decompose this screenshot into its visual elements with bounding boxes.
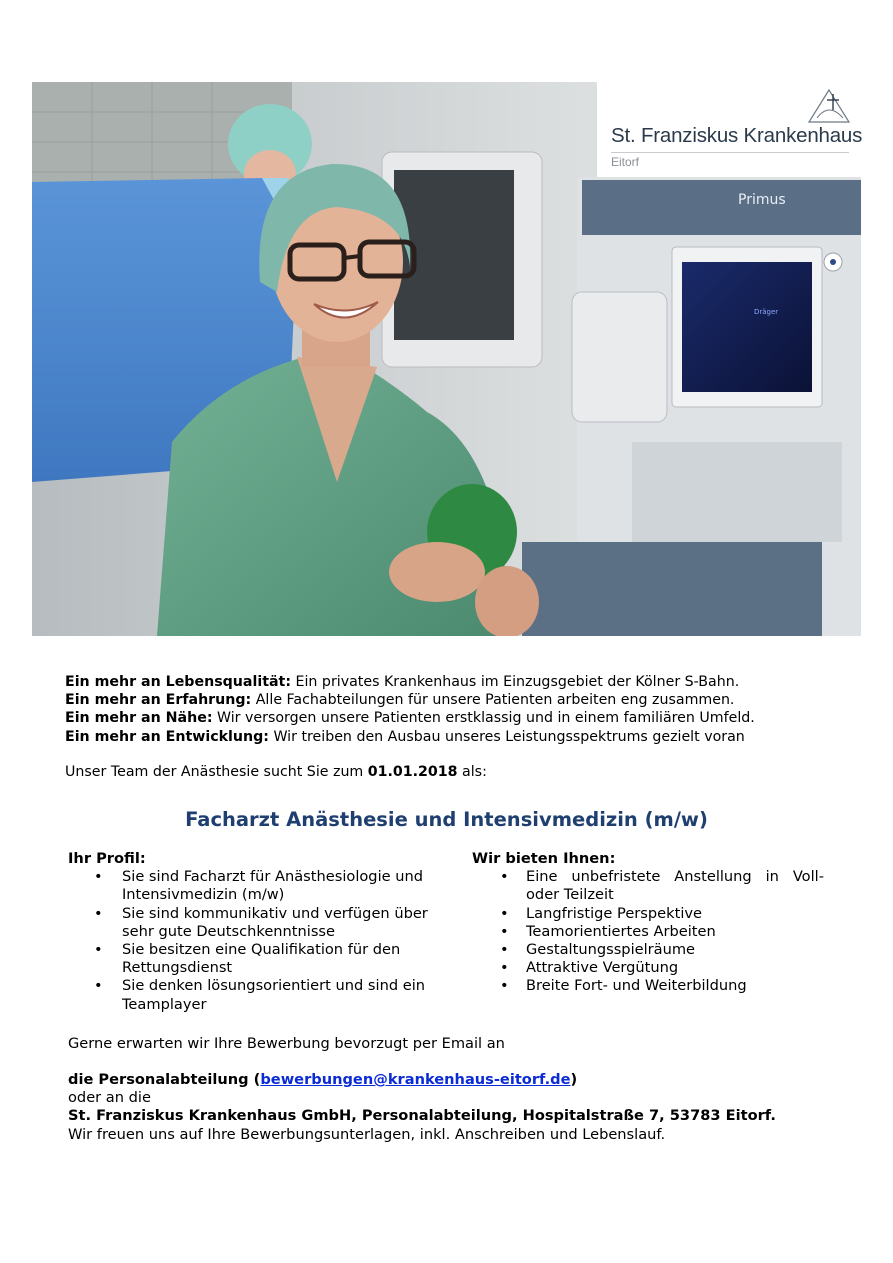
list-item-text: Breite Fort- und Weiterbildung: [526, 977, 747, 995]
intro-text: Wir treiben den Ausbau unseres Leistungsspektrums gezielt voran: [268, 728, 745, 745]
list-item: [472, 941, 824, 959]
list-item: [68, 905, 428, 941]
bullet-icon: •: [500, 868, 509, 886]
profile-list: [68, 868, 428, 1014]
logo-place: Eitorf: [611, 155, 640, 169]
bullet-icon: •: [94, 868, 103, 886]
list-item: [68, 977, 428, 1013]
intro-line: [65, 709, 755, 727]
job-title: Facharzt Anästhesie und Intensivmedizin (m/w): [185, 808, 708, 831]
list-item: [472, 905, 824, 923]
list-item-text: Sie sind Facharzt für Anästhesiologie und Intensivmedizin (m/w): [122, 868, 424, 904]
list-item-text: Eine unbefristete Anstellung in Voll- oder Teilzeit: [526, 868, 824, 904]
profile-heading: Ihr Profil:: [68, 850, 146, 867]
list-item-text: Sie besitzen eine Qualifikation für den Rettungsdienst: [122, 941, 401, 977]
list-item-text: Gestaltungsspielräume: [526, 941, 696, 959]
contact-block: [68, 1071, 776, 1144]
intro-block: [65, 673, 755, 746]
intro-label: Ein mehr an Nähe:: [65, 710, 213, 727]
list-item-text: Sie denken lösungsorientiert und sind ein Teamplayer: [122, 977, 425, 1013]
list-item-text: Sie sind kommunikativ und verfügen über sehr gute Deutschkenntnisse: [122, 904, 428, 940]
offer-list: [472, 868, 824, 995]
team-line: [65, 764, 487, 780]
list-item-text: Langfristige Perspektive: [526, 904, 702, 922]
list-item: [472, 923, 824, 941]
offer-section: [472, 850, 824, 996]
intro-label: Ein mehr an Lebensqualität:: [65, 674, 292, 690]
bullet-icon: •: [500, 904, 509, 922]
bullet-icon: •: [500, 959, 509, 977]
intro-text: Wir versorgen unsere Patienten erstklassig und in einem familiären Umfeld.: [212, 710, 755, 727]
intro-text: Alle Fachabteilungen für unsere Patienten arbeiten eng zusammen.: [251, 692, 735, 709]
team-suffix: als:: [457, 764, 487, 780]
hero-screen-brand: Dräger: [754, 308, 779, 316]
contact-line: [68, 1071, 776, 1089]
team-prefix: Unser Team der Anästhesie sucht Sie zum: [65, 764, 368, 780]
postal-address: [68, 1107, 776, 1125]
address-text: St. Franziskus Krankenhaus GmbH, Personalabteilung, Hospitalstraße 7, 53783 Eitorf.: [68, 1107, 776, 1125]
intro-label: Ein mehr an Entwicklung:: [65, 728, 269, 745]
list-item-text: Teamorientiertes Arbeiten: [526, 922, 716, 940]
intro-line: [65, 728, 755, 746]
hero-machine-brand: Primus: [738, 192, 786, 208]
cross-emblem-icon: [807, 88, 851, 126]
or-line: oder an die: [68, 1089, 151, 1107]
bullet-icon: •: [500, 977, 509, 995]
department-label: die Personalabteilung: [68, 1071, 249, 1088]
list-item-text: Attraktive Vergütung: [526, 959, 679, 977]
start-date: 01.01.2018: [367, 764, 458, 780]
intro-label: Ein mehr an Erfahrung:: [65, 692, 252, 709]
logo-divider: [611, 152, 849, 153]
logo-name: St. Franziskus Krankenhaus: [611, 124, 863, 147]
hospital-logo: [597, 82, 861, 177]
paren-close: ): [570, 1071, 578, 1088]
offer-heading: Wir bieten Ihnen:: [472, 850, 616, 867]
email-link[interactable]: bewerbungen@krankenhaus-eitorf.de: [260, 1071, 571, 1088]
intro-line: [65, 691, 755, 709]
bullet-icon: •: [94, 977, 103, 995]
thanks-line: Wir freuen uns auf Ihre Bewerbungsunterlagen, inkl. Anschreiben und Lebenslauf.: [68, 1125, 666, 1143]
profile-section: [68, 850, 428, 1014]
list-item: [68, 941, 428, 977]
closing-text: Gerne erwarten wir Ihre Bewerbung bevorzugt per Email an: [68, 1035, 505, 1052]
paren-open: (: [248, 1071, 261, 1088]
list-item: [472, 868, 824, 904]
list-item: [68, 868, 428, 904]
list-item: [472, 977, 824, 995]
list-item: [472, 959, 824, 977]
bullet-icon: •: [94, 941, 103, 959]
intro-line: [65, 673, 755, 691]
bullet-icon: •: [500, 922, 509, 940]
intro-text: Ein privates Krankenhaus im Einzugsgebiet der Kölner S-Bahn.: [291, 674, 740, 690]
bullet-icon: •: [94, 904, 103, 922]
bullet-icon: •: [500, 941, 509, 959]
